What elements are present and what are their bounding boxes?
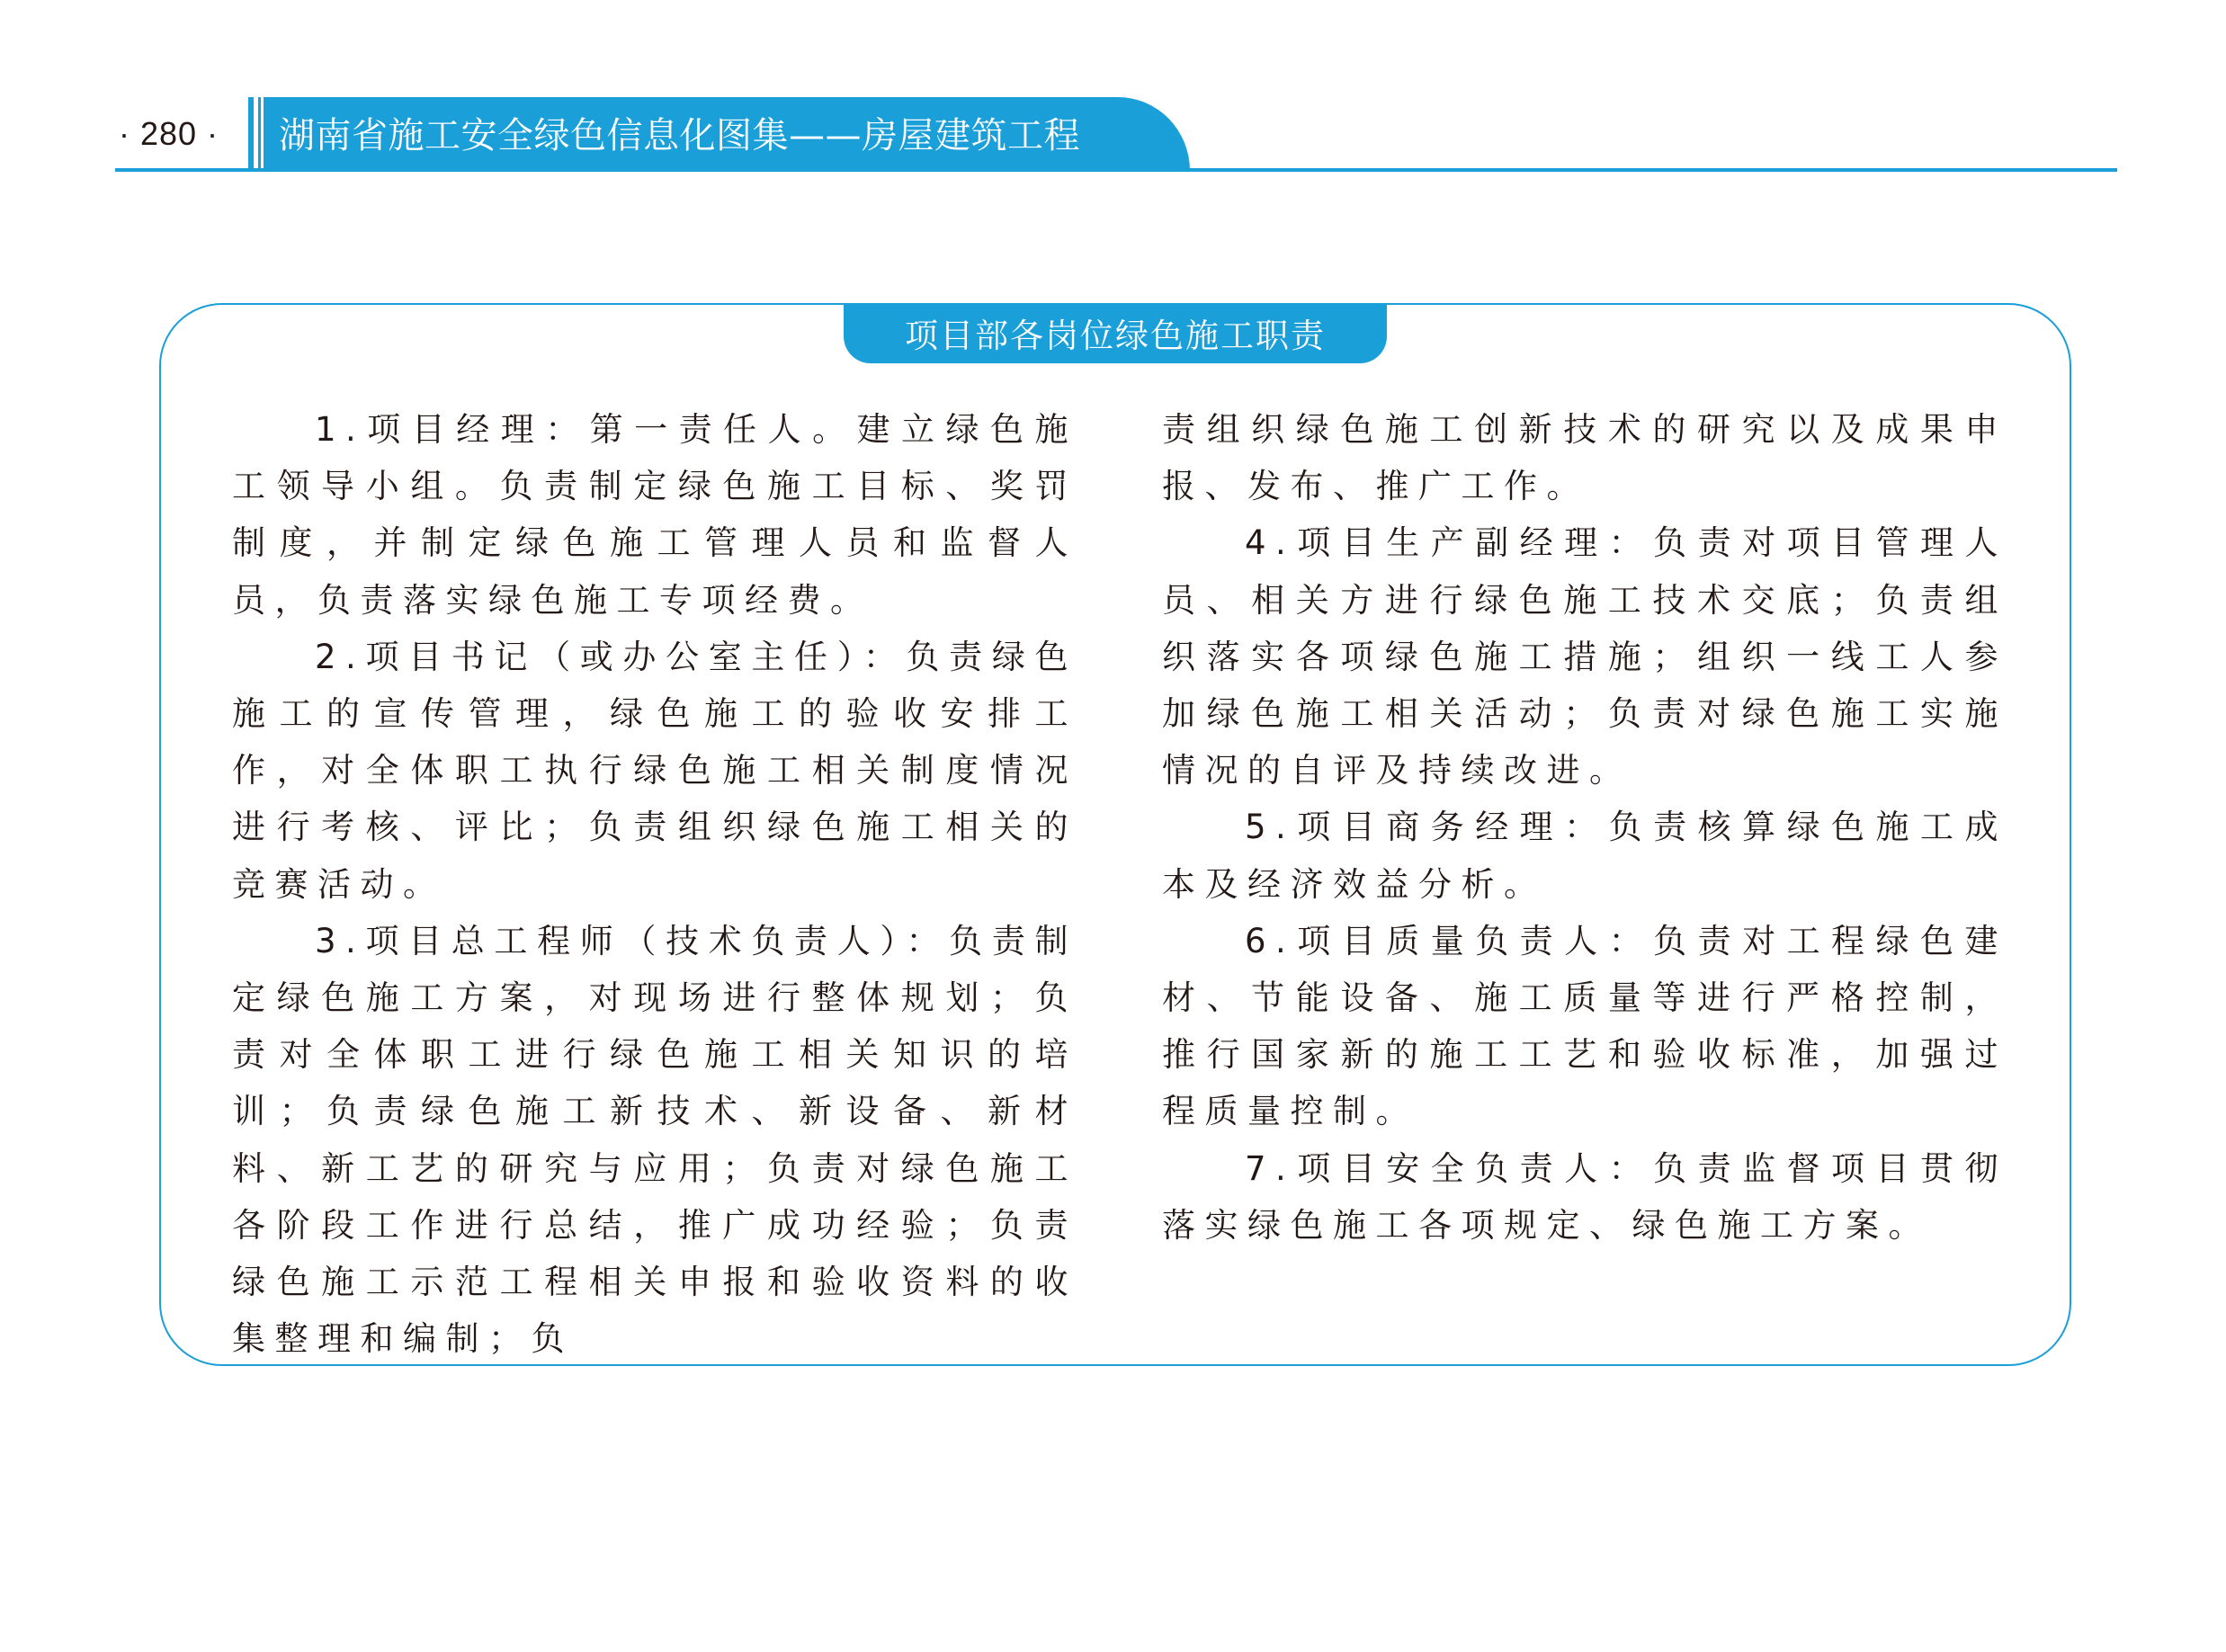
header-accent-bar-thin bbox=[258, 97, 261, 171]
duty-paragraph-7: 7.项目安全负责人：负责监督项目贯彻落实绿色施工各项规定、绿色施工方案。 bbox=[1162, 1148, 2007, 1245]
right-column bbox=[1162, 401, 2007, 1254]
section-title: 项目部各岗位绿色施工职责 bbox=[905, 317, 1326, 355]
page-number: · 280 · bbox=[119, 115, 219, 152]
duty-paragraph-4: 4.项目生产副经理：负责对项目管理人员、相关方进行绿色施工技术交底；负责组织落实各项绿色施工措施；组织一线工人参加绿色施工相关活动；负责对绿色施工实施情况的自评及持续改进。 bbox=[1162, 523, 2007, 790]
duty-paragraph-1: 1.项目经理：第一责任人。建立绿色施工领导小组。负责制定绿色施工目标、奖罚制度，并制定绿色施工管理人员和监督人员，负责落实绿色施工专项经费。 bbox=[232, 410, 1077, 620]
header-rule bbox=[115, 168, 2117, 172]
duty-paragraph-5: 5.项目商务经理：负责核算绿色施工成本及经济效益分析。 bbox=[1162, 808, 2007, 904]
header-accent-bar bbox=[248, 97, 254, 171]
left-column bbox=[232, 401, 1077, 1367]
duty-paragraph-2: 2.项目书记（或办公室主任）：负责绿色施工的宣传管理，绿色施工的验收安排工作，对全体职工执行绿色施工相关制度情况进行考核、评比；负责组织绿色施工相关的竞赛活动。 bbox=[232, 637, 1077, 904]
duty-paragraph-3: 3.项目总工程师（技术负责人）：负责制定绿色施工方案，对现场进行整体规划；负责对全体职工进行绿色施工相关知识的培训；负责绿色施工新技术、新设备、新材料、新工艺的研究与应用；负责对绿色施工各阶段工作进行总结，推广成功经验；负责绿色施工示范工程相关申报和验收资料的收集整理和编制；负 bbox=[232, 921, 1077, 1359]
duty-paragraph-6: 6.项目质量负责人：负责对工程绿色建材、节能设备、施工质量等进行严格控制，推行国家新的施工工艺和验收标准，加强过程质量控制。 bbox=[1162, 921, 2007, 1131]
book-title: 湖南省施工安全绿色信息化图集——房屋建筑工程 bbox=[279, 115, 1080, 156]
duty-paragraph-3-continued: 责组织绿色施工创新技术的研究以及成果申报、发布、推广工作。 bbox=[1162, 410, 2007, 506]
